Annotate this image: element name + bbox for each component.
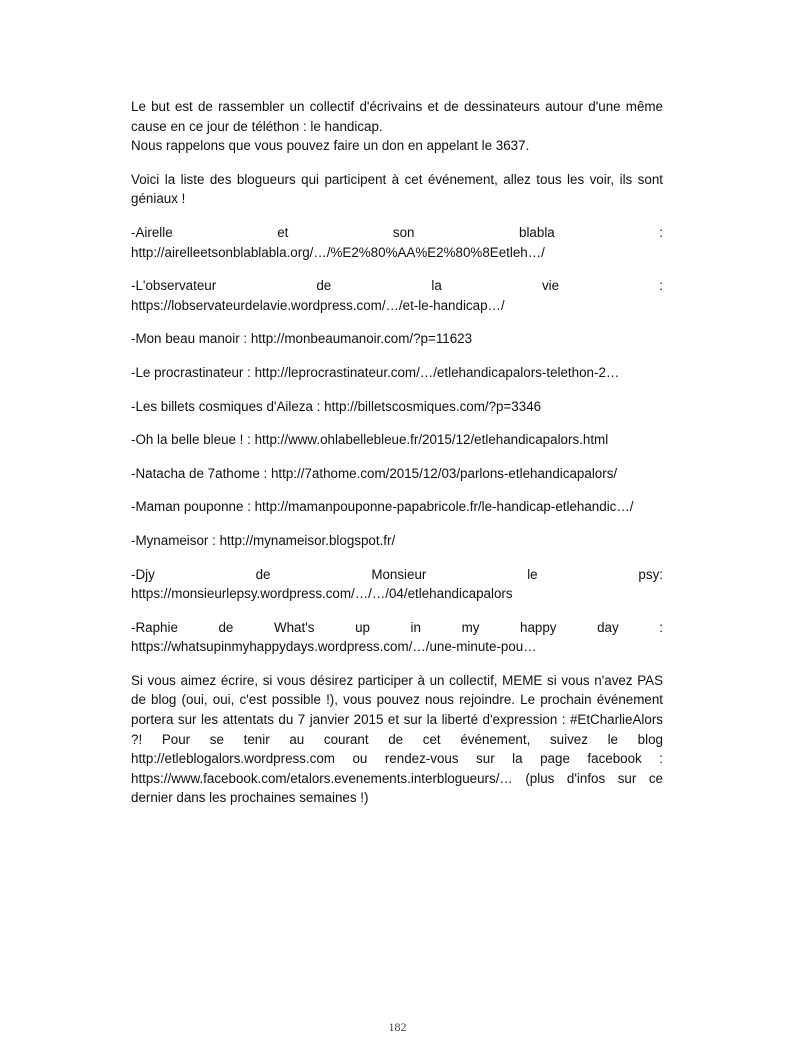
page-number: 182 <box>388 1020 407 1034</box>
blogger-url[interactable]: http://mamanpouponne-papabricole.fr/le-handicap-etlehandic…/ <box>254 499 634 515</box>
blogger-item <box>131 618 663 657</box>
blogger-item <box>131 223 663 262</box>
blogger-item <box>131 363 663 383</box>
blogger-url[interactable]: http://7athome.com/2015/12/03/parlons-etlehandicapalors/ <box>270 465 618 481</box>
intro-text: Le but est de rassembler un collectif d'écrivains et de dessinateurs autour d'une même cause en ce jour de téléthon : le handicap. <box>131 99 663 134</box>
blogger-url[interactable]: https://monsieurlepsy.wordpress.com/…/…/04/etlehandicapalors <box>131 586 513 602</box>
blogger-label: -Les billets cosmiques d'Aileza : <box>131 398 321 414</box>
blogger-label: -Oh la belle bleue ! : <box>131 432 251 448</box>
blogger-label: -Airelle et son blabla : <box>131 224 663 240</box>
blogger-url[interactable]: https://whatsupinmyhappydays.wordpress.com/…/une-minute-pou… <box>131 639 537 655</box>
blogger-url[interactable]: http://mynameisor.blogspot.fr/ <box>219 532 396 548</box>
blogger-url[interactable]: http://airelleetsonblablabla.org/…/%E2%80%AA%E2%80%8Eetleh…/ <box>131 244 545 260</box>
intro-paragraph <box>131 97 663 156</box>
blogger-url[interactable]: https://lobservateurdelavie.wordpress.com/…/et-le-handicap…/ <box>131 297 505 313</box>
blogger-label: -Maman pouponne : <box>131 499 251 515</box>
blogger-url[interactable]: http://billetscosmiques.com/?p=3346 <box>324 398 542 414</box>
blogger-item <box>131 430 663 450</box>
blogger-label: -Raphie de What's up in my happy day : <box>131 619 663 635</box>
blogger-label: -Mon beau manoir : <box>131 331 248 347</box>
list-intro: Voici la liste des blogueurs qui participent à cet événement, allez tous les voir, ils sont géniaux ! <box>131 171 663 207</box>
blogger-label: -Natacha de 7athome : <box>131 465 268 481</box>
blogger-label: -Djy de Monsieur le psy: <box>131 566 663 582</box>
blogger-label: -L'observateur de la vie : <box>131 278 663 294</box>
blogger-label: -Mynameisor : <box>131 532 216 548</box>
blogger-item <box>131 464 663 484</box>
blogger-url[interactable]: http://www.ohlabellebleue.fr/2015/12/etlehandicapalors.html <box>254 432 609 448</box>
document-body <box>131 97 663 822</box>
blogger-url[interactable]: http://monbeaumanoir.com/?p=11623 <box>250 331 473 347</box>
blogger-item <box>131 397 663 417</box>
donation-text: Nous rappelons que vous pouvez faire un don en appelant le 3637. <box>131 138 530 154</box>
blogger-item <box>131 329 663 349</box>
blogger-url[interactable]: http://leprocrastinateur.com/…/etlehandicapalors-telethon-2… <box>254 364 620 380</box>
blogger-item <box>131 531 663 551</box>
blogger-item <box>131 565 663 604</box>
blogger-item <box>131 276 663 315</box>
blogger-item <box>131 497 663 517</box>
closing-paragraph: Si vous aimez écrire, si vous désirez participer à un collectif, MEME si vous n'avez PAS de blog (oui, oui, c'est possible !), vous pouvez nous rejoindre. Le prochain événement portera sur les attentats du 7 janvier 2015 et sur la liberté d'expression : #EtCharlieAlors ?! Pour se tenir au courant de cet événement, suivez le blog http://etleblogalors.wordpress.com ou rendez-vous sur la page facebook : https://www.facebook.com/etalors.evenements.interblogueurs/… (plus d'infos sur ce dernier dans les prochaines semaines !) <box>131 672 663 806</box>
blogger-label: -Le procrastinateur : <box>131 364 251 380</box>
